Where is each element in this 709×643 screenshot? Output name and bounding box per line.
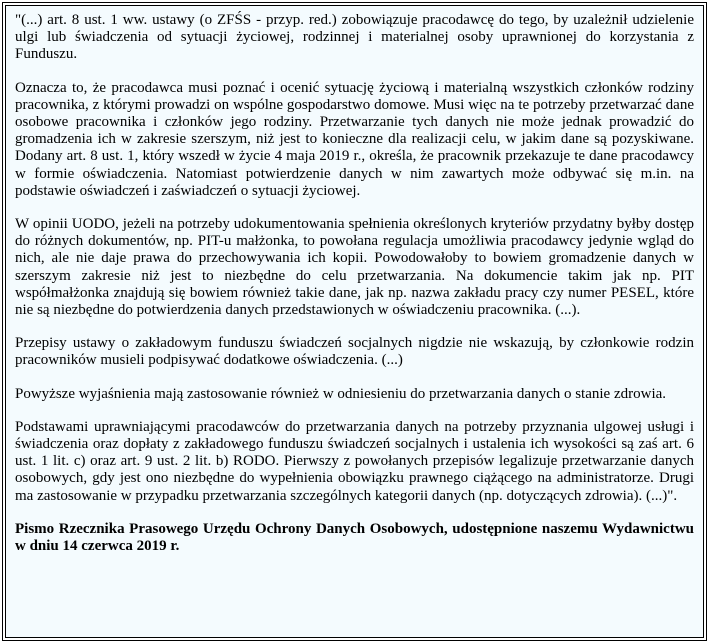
quote-paragraph-4: Przepisy ustawy o zakładowym funduszu świadczeń socjalnych nigdzie nie wskazują, by członkowie rodzin pracowników musieli podpisywać dodatkowe oświadczenia. (...)	[15, 335, 694, 369]
quote-paragraph-3: W opinii UODO, jeżeli na potrzeby udokumentowania spełnienia określonych kryteriów przydatny byłby dostęp do różnych dokumentów, np. PIT-u małżonka, to powołana regulacja umożliwia pracodawcy jedynie wgląd do nich, ale nie daje prawa do przechowywania ich kopii. Powodowałoby to bowiem gromadzenie danych w szerszym zakresie niż jest to niezbędne do celu przetwarzania. Na dokumencie takim jak np. PIT współmałżonka znajdują się bowiem również takie dane, jak np. nazwa zakładu pracy czy numer PESEL, które nie są niezbędne do potwierdzenia danych przedstawionych w oświadczeniu pracownika. (...).	[15, 216, 694, 319]
quote-paragraph-2: Oznacza to, że pracodawca musi poznać i ocenić sytuację życiową i materialną wszystkich członków rodziny pracownika, z którymi prowadzi on wspólne gospodarstwo domowe. Musi więc na te potrzeby przetwarzać dane osobowe pracownika i członków jego rodziny. Przetwarzanie tych danych nie może jednak prowadzić do gromadzenia ich w zakresie szerszym, niż jest to konieczne dla realizacji celu, w jakim dane są pozyskiwane. Dodany art. 8 ust. 1, który wszedł w życie 4 maja 2019 r., określa, że pracownik przekazuje te dane pracodawcy w formie oświadczenia. Natomiast potwierdzenie danych w nim zawartych może odbywać się m.in. na podstawie oświadczeń i zaświadczeń o sytuacji życiowej.	[15, 79, 694, 199]
source-signature: Pismo Rzecznika Prasowego Urzędu Ochrony Danych Osobowych, udostępnione naszemu Wydawnictwu w dniu 14 czerwca 2019 r.	[15, 520, 694, 555]
quote-paragraph-1: "(...) art. 8 ust. 1 ww. ustawy (o ZFŚS - przyp. red.) zobowiązuje pracodawcę do tego, by uzależnił udzielenie ulgi lub świadczenia od sytuacji życiowej, rodzinnej i materialnej osoby uprawnionej do korzystania z Funduszu.	[15, 12, 694, 63]
quote-paragraph-6: Podstawami uprawniającymi pracodawców do przetwarzania danych na potrzeby przyznania ulgowej usługi i świadczenia oraz dopłaty z zakładowego funduszu świadczeń socjalnych i ustalenia ich wysokości są zaś art. 6 ust. 1 lit. c) oraz art. 9 ust. 2 lit. b) RODO. Pierwszy z powołanych przepisów legalizuje przetwarzanie danych osobowych, gdy jest ono niezbędne do wypełnienia obowiązku prawnego ciążącego na administratorze. Drugi ma zastosowanie w przypadku przetwarzania szczególnych kategorii danych (np. dotyczących zdrowia). (...)".	[15, 418, 694, 504]
quote-box	[5, 5, 704, 638]
quote-box-outer-border	[2, 2, 707, 641]
quote-paragraph-5: Powyższe wyjaśnienia mają zastosowanie również w odniesieniu do przetwarzania danych o stanie zdrowia.	[15, 385, 667, 402]
